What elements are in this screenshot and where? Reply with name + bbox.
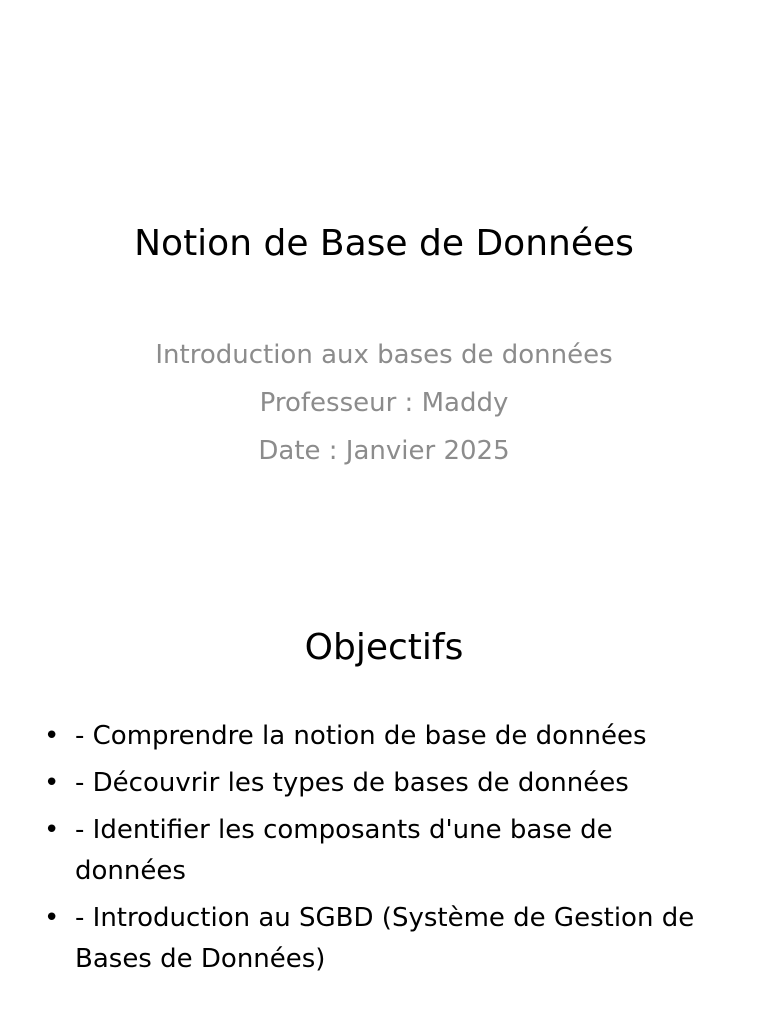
slide-title: Notion de Base de Données xyxy=(134,223,634,264)
bullet-text: - Introduction au SGBD (Système de Gestion de Bases de Données) xyxy=(75,903,695,974)
bullet-icon: • xyxy=(44,903,60,933)
bullet-text: - Identifier les composants d'une base de données xyxy=(75,815,613,886)
objectives-list xyxy=(40,716,720,986)
bullet-text: - Découvrir les types de bases de données xyxy=(75,768,629,798)
objectives-slide xyxy=(0,576,768,1024)
slide-title: Objectifs xyxy=(304,627,464,668)
list-item xyxy=(40,810,720,892)
bullet-icon: • xyxy=(44,815,60,845)
slide-subtitle xyxy=(0,331,768,475)
subtitle-line-professor: Professeur : Maddy xyxy=(259,388,509,418)
list-item xyxy=(40,716,720,757)
subtitle-line-date: Date : Janvier 2025 xyxy=(258,436,510,466)
bullet-icon: • xyxy=(44,768,60,798)
bullet-text: - Comprendre la notion de base de données xyxy=(75,721,647,751)
bullet-icon: • xyxy=(44,721,60,751)
subtitle-line-course: Introduction aux bases de données xyxy=(155,340,613,370)
list-item xyxy=(40,763,720,804)
list-item xyxy=(40,898,720,980)
